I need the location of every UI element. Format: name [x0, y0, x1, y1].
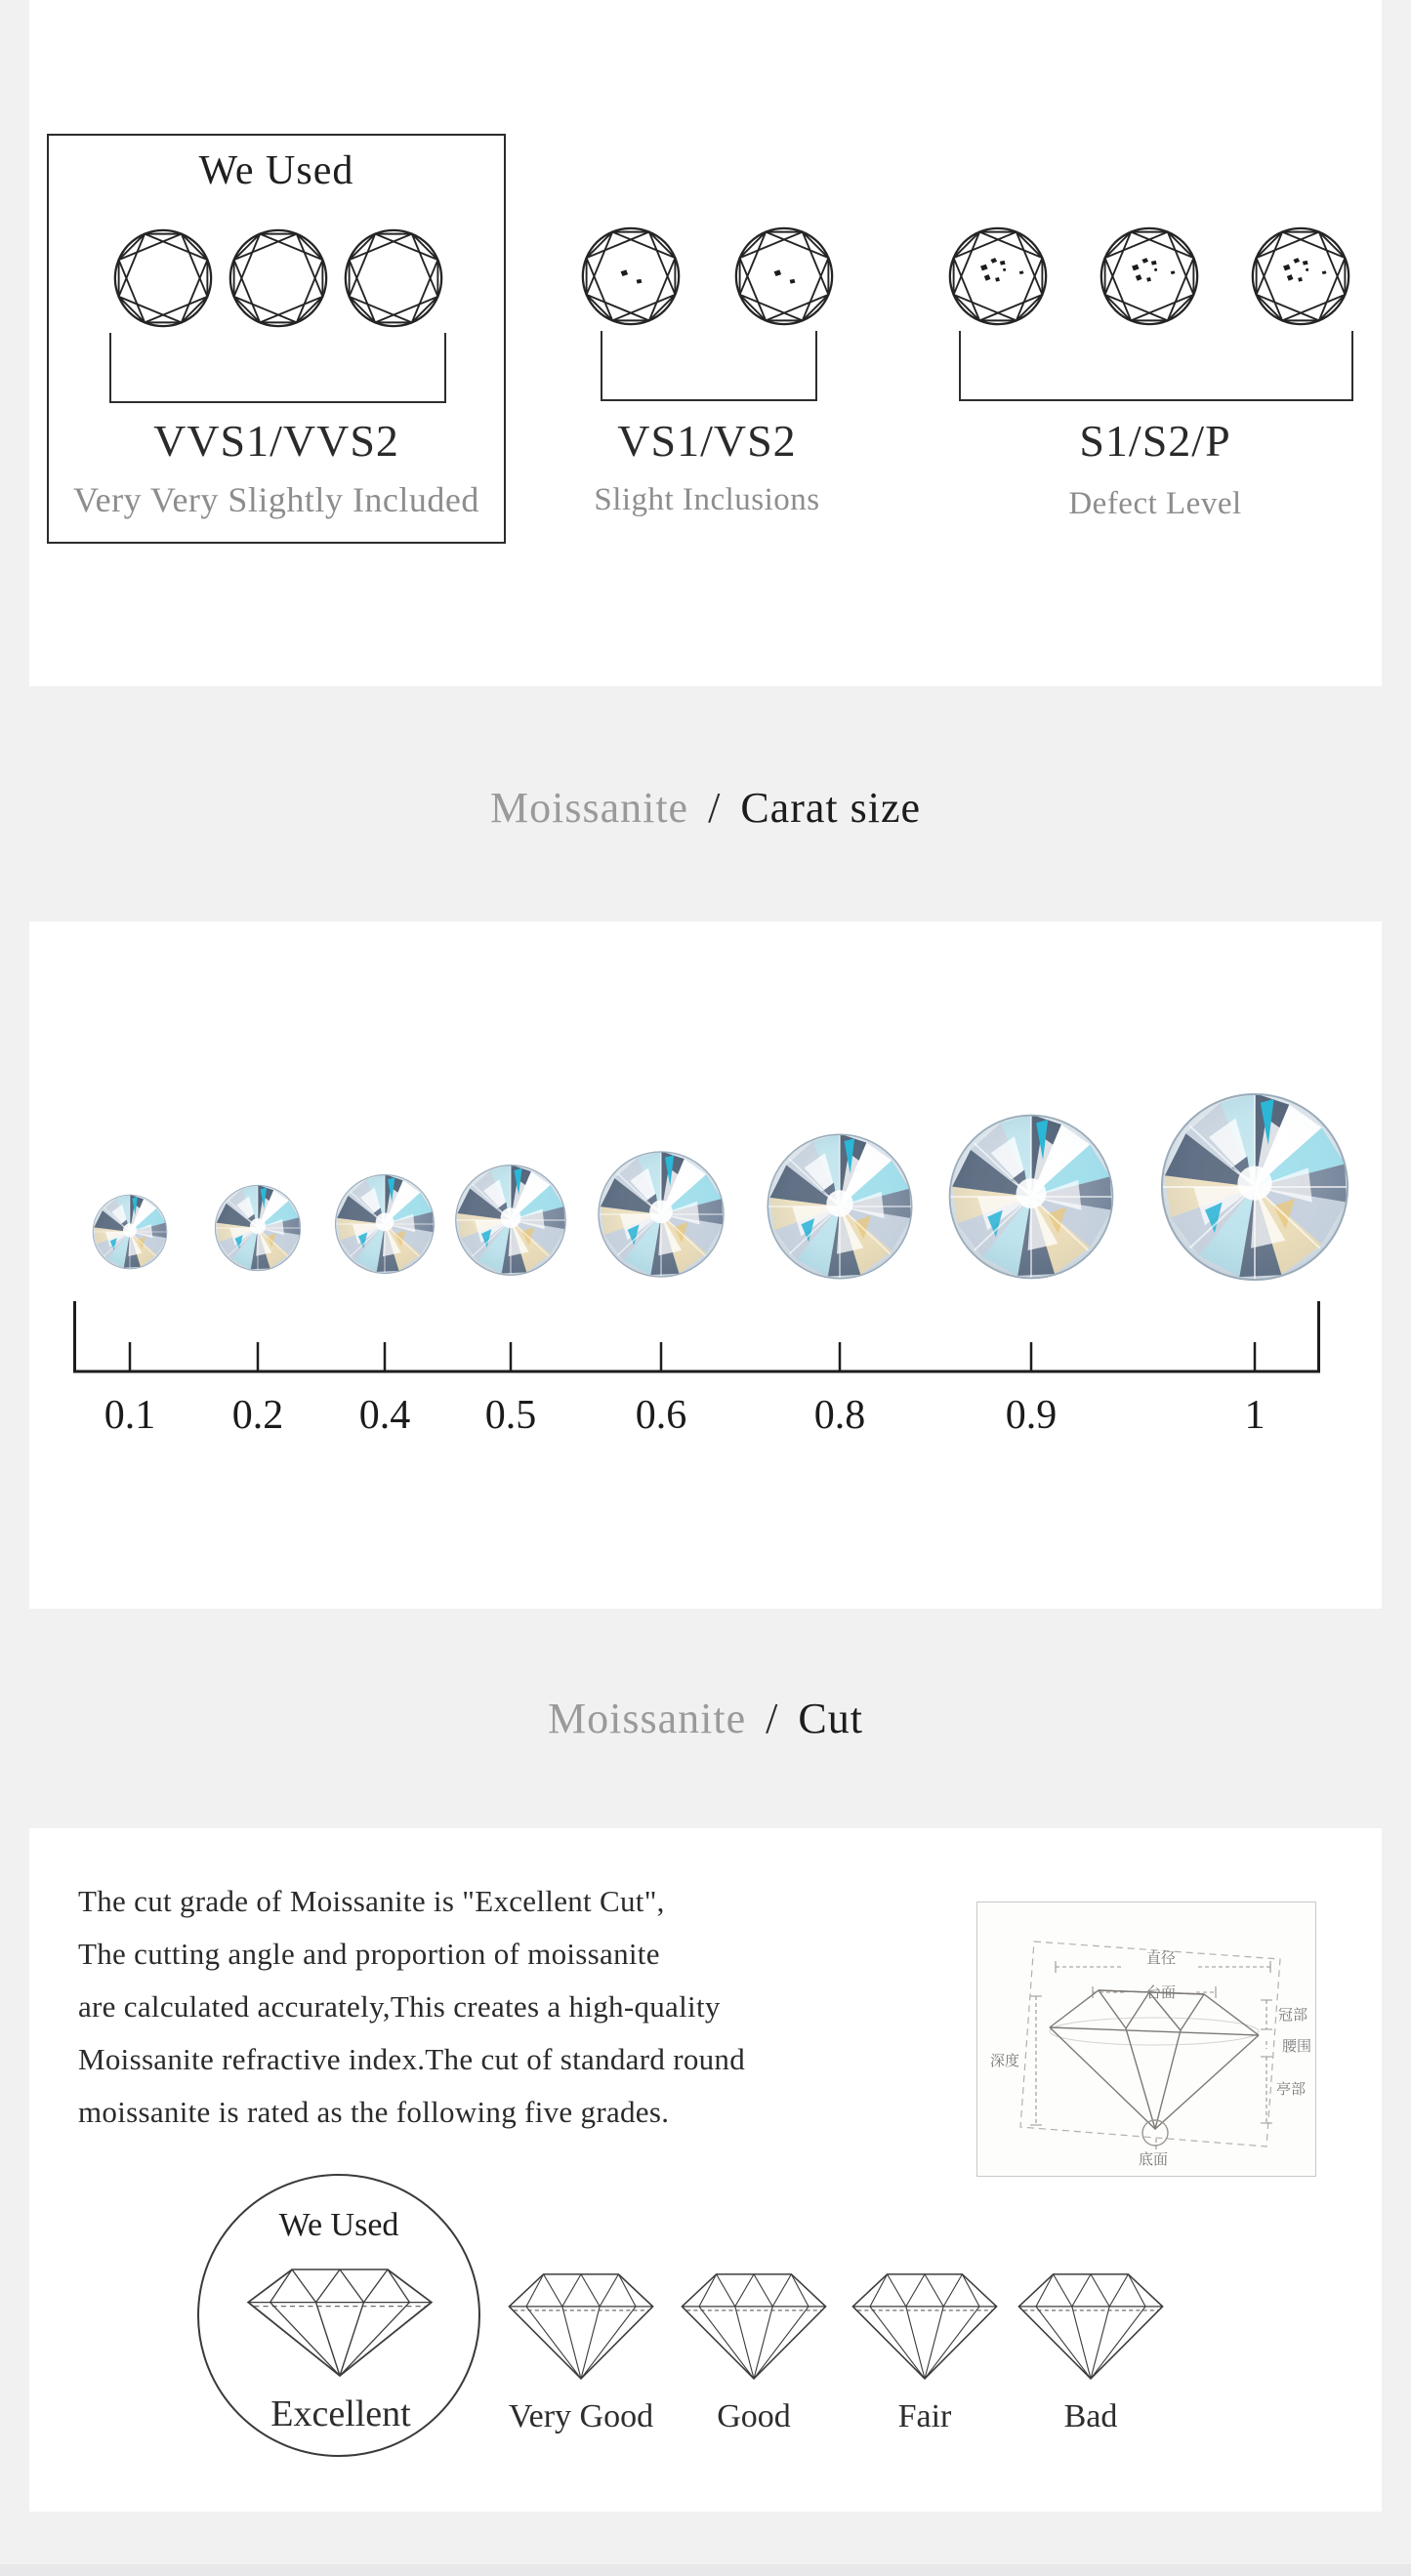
paragraph-line: The cutting angle and proportion of moissanite [78, 1937, 660, 1971]
we-used-clarity-box [47, 134, 506, 544]
paragraph-line: Moissanite refractive index.The cut of standard round [78, 2042, 746, 2076]
carat-section-heading [0, 783, 1411, 833]
diamond-top-clean-icon [112, 227, 214, 329]
paragraph-line: The cut grade of Moissanite is "Excellent Cut", [78, 1884, 665, 1918]
diagram-label-diameter: 直径 [1145, 1949, 1177, 1967]
cut-description-paragraph [78, 1875, 745, 2139]
gem-photo-0.8ct [766, 1132, 914, 1281]
diamond-side-excellent-icon [240, 2262, 439, 2379]
excellent-we-used-badge [197, 2174, 480, 2457]
carat-size-label: 0.6 [635, 1393, 687, 1438]
diamond-top-si-icon [1099, 225, 1200, 327]
heading-topic: Cut [798, 1695, 863, 1742]
diamond-side-good-icon [676, 2267, 832, 2382]
diamond-side-fair-icon [847, 2267, 1003, 2382]
diagram-label-table: 台面 [1145, 1983, 1177, 2001]
we-used-label: We Used [278, 2207, 399, 2243]
carat-size-label: 0.4 [358, 1393, 411, 1438]
clarity-desc-vs: Slight Inclusions [594, 482, 820, 517]
cut-section-heading [0, 1694, 1411, 1743]
carat-size-label: 0.8 [813, 1393, 866, 1438]
group-bracket [109, 333, 446, 403]
clarity-panel [29, 0, 1382, 686]
cut-panel [29, 1828, 1382, 2512]
gem-photo-0.9ct [947, 1113, 1115, 1281]
diamond-side-bad-icon [1013, 2267, 1169, 2382]
diamond-proportion-sketch-icon [977, 1902, 1315, 2176]
gem-photo-0.1ct [92, 1194, 168, 1270]
diamond-top-si-icon [947, 225, 1049, 327]
diagram-label-depth: 深度 [989, 2052, 1020, 2069]
diagram-label-culet: 底面 [1138, 2150, 1169, 2168]
cut-grade-excellent: Excellent [270, 2393, 411, 2434]
diagram-label-pavilion: 亭部 [1276, 2080, 1307, 2098]
gem-photo-0.4ct [334, 1173, 436, 1275]
clarity-grade-vs: VS1/VS2 [617, 416, 797, 466]
diamond-top-clean-icon [343, 227, 444, 329]
clarity-grade-vvs: VVS1/VVS2 [153, 416, 399, 466]
carat-panel [29, 921, 1382, 1609]
heading-brand: Moissanite [489, 784, 689, 832]
diamond-top-si-icon [1250, 225, 1351, 327]
heading-separator: / [708, 784, 722, 832]
diagram-label-crown: 冠部 [1278, 2006, 1308, 2024]
bottom-divider [0, 2564, 1411, 2576]
heading-separator: / [766, 1695, 779, 1742]
carat-size-label: 0.9 [1005, 1393, 1058, 1438]
cut-grade-good: Good [717, 2398, 791, 2434]
diagram-label-girdle: 腰围 [1282, 2037, 1312, 2055]
group-bracket [959, 331, 1353, 401]
cut-grade-bad: Bad [1063, 2398, 1118, 2434]
heading-topic: Carat size [740, 784, 922, 832]
cut-proportion-diagram [976, 1901, 1316, 2177]
clarity-grade-si: S1/S2/P [1079, 416, 1231, 466]
carat-size-label: 0.5 [484, 1393, 537, 1438]
gem-photo-0.6ct [597, 1150, 726, 1279]
paragraph-line: are calculated accurately,This creates a high-quality [78, 1989, 721, 2024]
paragraph-line: moissanite is rated as the following five grades. [78, 2095, 670, 2129]
we-used-label: We Used [198, 148, 354, 193]
gem-photo-1ct [1159, 1091, 1350, 1283]
gem-photo-0.5ct [454, 1164, 567, 1277]
carat-size-label: 1 [1244, 1393, 1266, 1438]
diamond-top-vs-icon [580, 225, 682, 327]
clarity-desc-si: Defect Level [1068, 486, 1242, 521]
heading-brand: Moissanite [548, 1695, 747, 1742]
diamond-side-verygood-icon [503, 2267, 659, 2382]
clarity-desc-vvs: Very Very Slightly Included [73, 480, 479, 519]
cut-grade-fair: Fair [897, 2398, 952, 2434]
cut-grade-verygood: Very Good [508, 2398, 654, 2434]
diamond-top-vs-icon [733, 225, 835, 327]
gem-photo-0.2ct [214, 1184, 302, 1272]
group-bracket [601, 331, 817, 401]
diamond-top-clean-icon [228, 227, 329, 329]
carat-size-label: 0.1 [104, 1393, 156, 1438]
carat-size-label: 0.2 [231, 1393, 284, 1438]
